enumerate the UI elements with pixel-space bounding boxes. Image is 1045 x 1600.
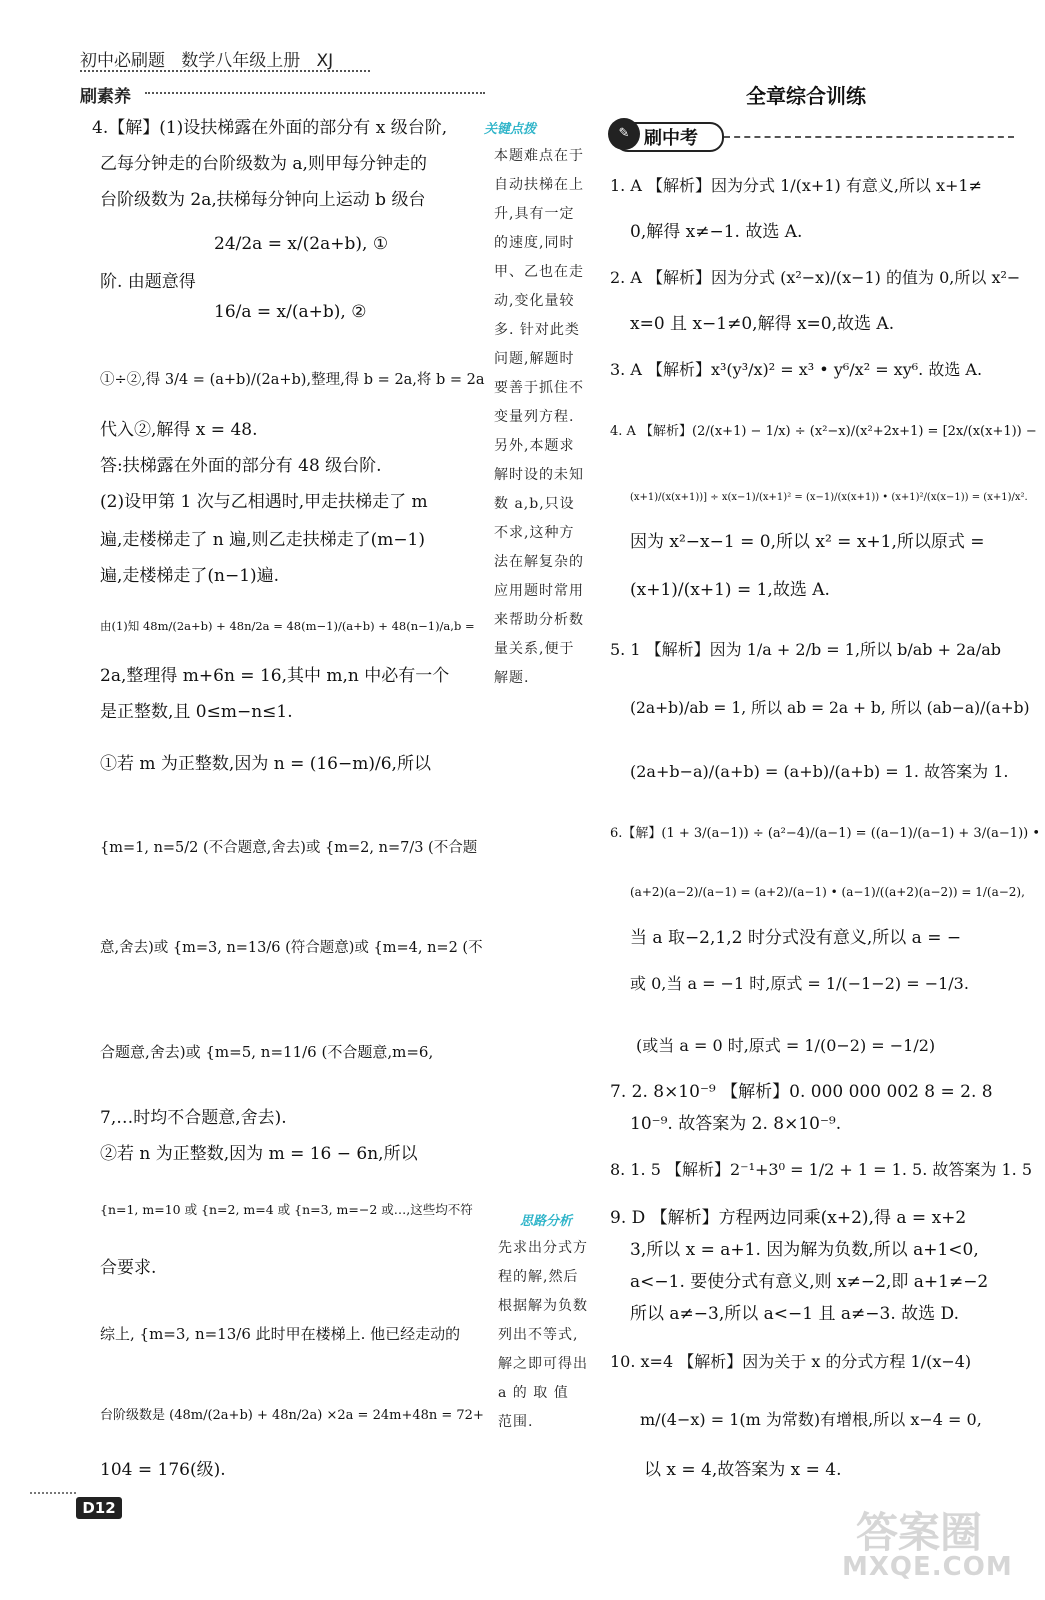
left-line: 合题意,舍去)或 {m=5, n=11/6 (不合题意,m=6, <box>100 1043 434 1061</box>
note-line: 法在解复杂的 <box>494 554 584 570</box>
note-line: 数 a,b,只设 <box>494 496 575 512</box>
watermark-logo: 答案圈 <box>856 1508 983 1557</box>
badge-label: 刷中考 <box>644 128 698 149</box>
note-line: 本题难点在于 <box>494 148 584 164</box>
note-line: 不求,这种方 <box>494 525 575 541</box>
left-line: 由(1)知 48m/(2a+b) + 48n/2a = 48(m−1)/(a+b) + 48(n−1)/a,b = <box>100 619 475 633</box>
page-number: D12 <box>76 1497 122 1519</box>
left-line: 2a,整理得 m+6n = 16,其中 m,n 中必有一个 <box>100 666 450 686</box>
note-line: 自动扶梯在上 <box>494 177 584 193</box>
subject-title: 数学八年级上册 <box>181 51 301 71</box>
right-line: (2a+b)/ab = 1, 所以 ab = 2a + b, 所以 (ab−a)/(a+b) <box>630 699 1030 717</box>
header-rule <box>80 70 370 72</box>
thinking-heading: 思路分析 <box>520 1214 573 1229</box>
right-line: (或当 a = 0 时,原式 = 1/(0−2) = −1/2) <box>636 1036 936 1055</box>
right-line: 或 0,当 a = −1 时,原式 = 1/(−1−2) = −1/3. <box>630 974 969 993</box>
right-line: a<−1. 要使分式有意义,则 x≠−2,即 a+1≠−2 <box>630 1272 989 1292</box>
note-line: 解题. <box>494 670 530 686</box>
right-line: (a+2)(a−2)/(a−1) = (a+2)/(a−1) • (a−1)/((a+2)(a−2)) = 1/(a−2), <box>630 885 1025 899</box>
edition-label: XJ <box>316 51 334 71</box>
note-line: 根据解为负数 <box>498 1298 588 1314</box>
note-line: 问题,解题时 <box>494 351 575 367</box>
left-line: 是正整数,且 0≤m−n≤1. <box>100 702 293 722</box>
left-line: 综上, {m=3, n=13/6 此时甲在楼梯上. 他已经走动的 <box>100 1325 461 1343</box>
right-line: 0,解得 x≠−1. 故选 A. <box>630 222 803 242</box>
right-line: 3,所以 x = a+1. 因为解为负数,所以 a+1<0, <box>630 1240 979 1260</box>
note-line: 范围. <box>498 1414 534 1430</box>
note-line: 来帮助分析数 <box>494 612 584 628</box>
right-line: (2a+b−a)/(a+b) = (a+b)/(a+b) = 1. 故答案为 1. <box>630 762 1009 781</box>
note-line: 列出不等式, <box>498 1327 579 1343</box>
right-line: 1. A 【解析】因为分式 1/(x+1) 有意义,所以 x+1≠ <box>610 176 983 195</box>
note-line: 要善于抓住不 <box>494 380 584 396</box>
left-line: 答:扶梯露在外面的部分有 48 级台阶. <box>100 456 382 476</box>
right-line: 7. 2. 8×10⁻⁹ 【解析】0. 000 000 002 8 = 2. 8 <box>610 1082 993 1102</box>
right-line: 5. 1 【解析】因为 1/a + 2/b = 1,所以 b/ab + 2a/ab <box>610 640 1002 659</box>
note-line: 变量列方程. <box>494 409 575 425</box>
left-line: 16/a = x/(a+b), ② <box>214 302 367 322</box>
note-line: 量关系,便于 <box>494 641 575 657</box>
note-line: 解之即可得出 <box>498 1356 588 1372</box>
footer-dots <box>30 1492 76 1494</box>
right-line: 所以 a≠−3,所以 a<−1 且 a≠−3. 故选 D. <box>630 1304 959 1324</box>
left-line: 遍,走楼梯走了 n 遍,则乙走扶梯走了(m−1) <box>100 530 426 550</box>
left-line: 24/2a = x/(2a+b), ① <box>214 234 389 254</box>
right-line: 10. x=4 【解析】因为关于 x 的分式方程 1/(x−4) <box>610 1352 972 1371</box>
left-line: 104 = 176(级). <box>100 1460 226 1480</box>
note-line: 多. 针对此类 <box>494 322 580 338</box>
left-line: {m=1, n=5/2 (不合题意,舍去)或 {m=2, n=7/3 (不合题 <box>100 840 478 856</box>
book-title: 初中必刷题 <box>80 51 165 71</box>
right-line: 10⁻⁹. 故答案为 2. 8×10⁻⁹. <box>630 1114 842 1134</box>
left-line: 7,…时均不合题意,舍去). <box>100 1108 287 1128</box>
pen-icon: ✎ <box>608 118 640 150</box>
right-line: (x+1)/(x(x+1))] ÷ x(x−1)/(x+1)² = (x−1)/(x(x+1)) • (x+1)²/(x(x−1)) = (x+1)/x². <box>630 492 1028 503</box>
right-line: m/(4−x) = 1(m 为常数)有增根,所以 x−4 = 0, <box>640 1410 982 1429</box>
exam-badge <box>608 118 722 152</box>
right-line: 2. A 【解析】因为分式 (x²−x)/(x−1) 的值为 0,所以 x²− <box>610 268 1021 287</box>
right-line: x=0 且 x−1≠0,解得 x=0,故选 A. <box>630 314 895 334</box>
left-line: (2)设甲第 1 次与乙相遇时,甲走扶梯走了 m <box>100 492 428 512</box>
left-line: 台阶级数是 (48m/(2a+b) + 48n/2a) ×2a = 24m+48n = 72+ <box>100 1408 484 1423</box>
note-line: 程的解,然后 <box>498 1269 579 1285</box>
left-line: 4.【解】(1)设扶梯露在外面的部分有 x 级台阶, <box>92 118 448 138</box>
left-line: ②若 n 为正整数,因为 m = 16 − 6n,所以 <box>100 1144 418 1164</box>
right-line: 因为 x²−x−1 = 0,所以 x² = x+1,所以原式 = <box>630 532 985 552</box>
note-line: 动,变化量较 <box>494 293 575 309</box>
left-line: ①÷②,得 3/4 = (a+b)/(2a+b),整理,得 b = 2a,将 b = 2a <box>100 372 485 388</box>
left-line: 意,舍去)或 {m=3, n=13/6 (符合题意)或 {m=4, n=2 (不 <box>100 940 483 956</box>
chapter-title: 全章综合训练 <box>746 84 866 108</box>
note-line: 解时设的未知 <box>494 467 584 483</box>
watermark-url: MXQE.COM <box>842 1552 1013 1582</box>
key-points-heading: 关键点拨 <box>484 122 537 137</box>
left-line: 遍,走楼梯走了(n−1)遍. <box>100 566 280 586</box>
note-line: 应用题时常用 <box>494 583 584 599</box>
right-line: (x+1)/(x+1) = 1,故选 A. <box>630 580 830 600</box>
section-tag: 刷素养 <box>80 87 131 107</box>
note-line: a 的 取 值 <box>498 1385 569 1401</box>
left-line: 合要求. <box>100 1258 157 1278</box>
left-line: 阶. 由题意得 <box>100 272 196 292</box>
running-header <box>80 46 333 71</box>
right-line: 当 a 取−2,1,2 时分式没有意义,所以 a = − <box>630 928 962 948</box>
note-line: 先求出分式方 <box>498 1240 588 1256</box>
right-line: 4. A 【解析】(2/(x+1) − 1/x) ÷ (x²−x)/(x²+2x+1) = [2x/(x(x+1)) − <box>610 424 1037 439</box>
right-line: 以 x = 4,故答案为 x = 4. <box>644 1460 842 1480</box>
left-line: {n=1, m=10 或 {n=2, m=4 或 {n=3, m=−2 或…,这些均不符 <box>100 1202 473 1217</box>
badge-rule <box>724 136 1014 138</box>
left-line: 乙每分钟走的台阶级数为 a,则甲每分钟走的 <box>100 154 427 174</box>
left-line: 代入②,解得 x = 48. <box>100 420 258 440</box>
right-line: 9. D 【解析】方程两边同乘(x+2),得 a = x+2 <box>610 1208 967 1228</box>
left-line: 台阶级数为 2a,扶梯每分钟向上运动 b 级台 <box>100 190 426 210</box>
note-line: 升,具有一定 <box>494 206 575 222</box>
right-line: 3. A 【解析】x³(y³/x)² = x³ • y⁶/x² = xy⁶. 故选 A. <box>610 360 983 379</box>
note-line: 的速度,同时 <box>494 235 575 251</box>
left-line: ①若 m 为正整数,因为 n = (16−m)/6,所以 <box>100 754 431 774</box>
note-line: 另外,本题求 <box>494 438 575 454</box>
right-line: 6.【解】(1 + 3/(a−1)) ÷ (a²−4)/(a−1) = ((a−1)/(a−1) + 3/(a−1)) • <box>610 826 1041 841</box>
right-line: 8. 1. 5 【解析】2⁻¹+3⁰ = 1/2 + 1 = 1. 5. 故答案为 1. 5 <box>610 1160 1032 1179</box>
section-rule <box>145 92 485 94</box>
note-line: 甲、乙也在走 <box>494 264 584 280</box>
